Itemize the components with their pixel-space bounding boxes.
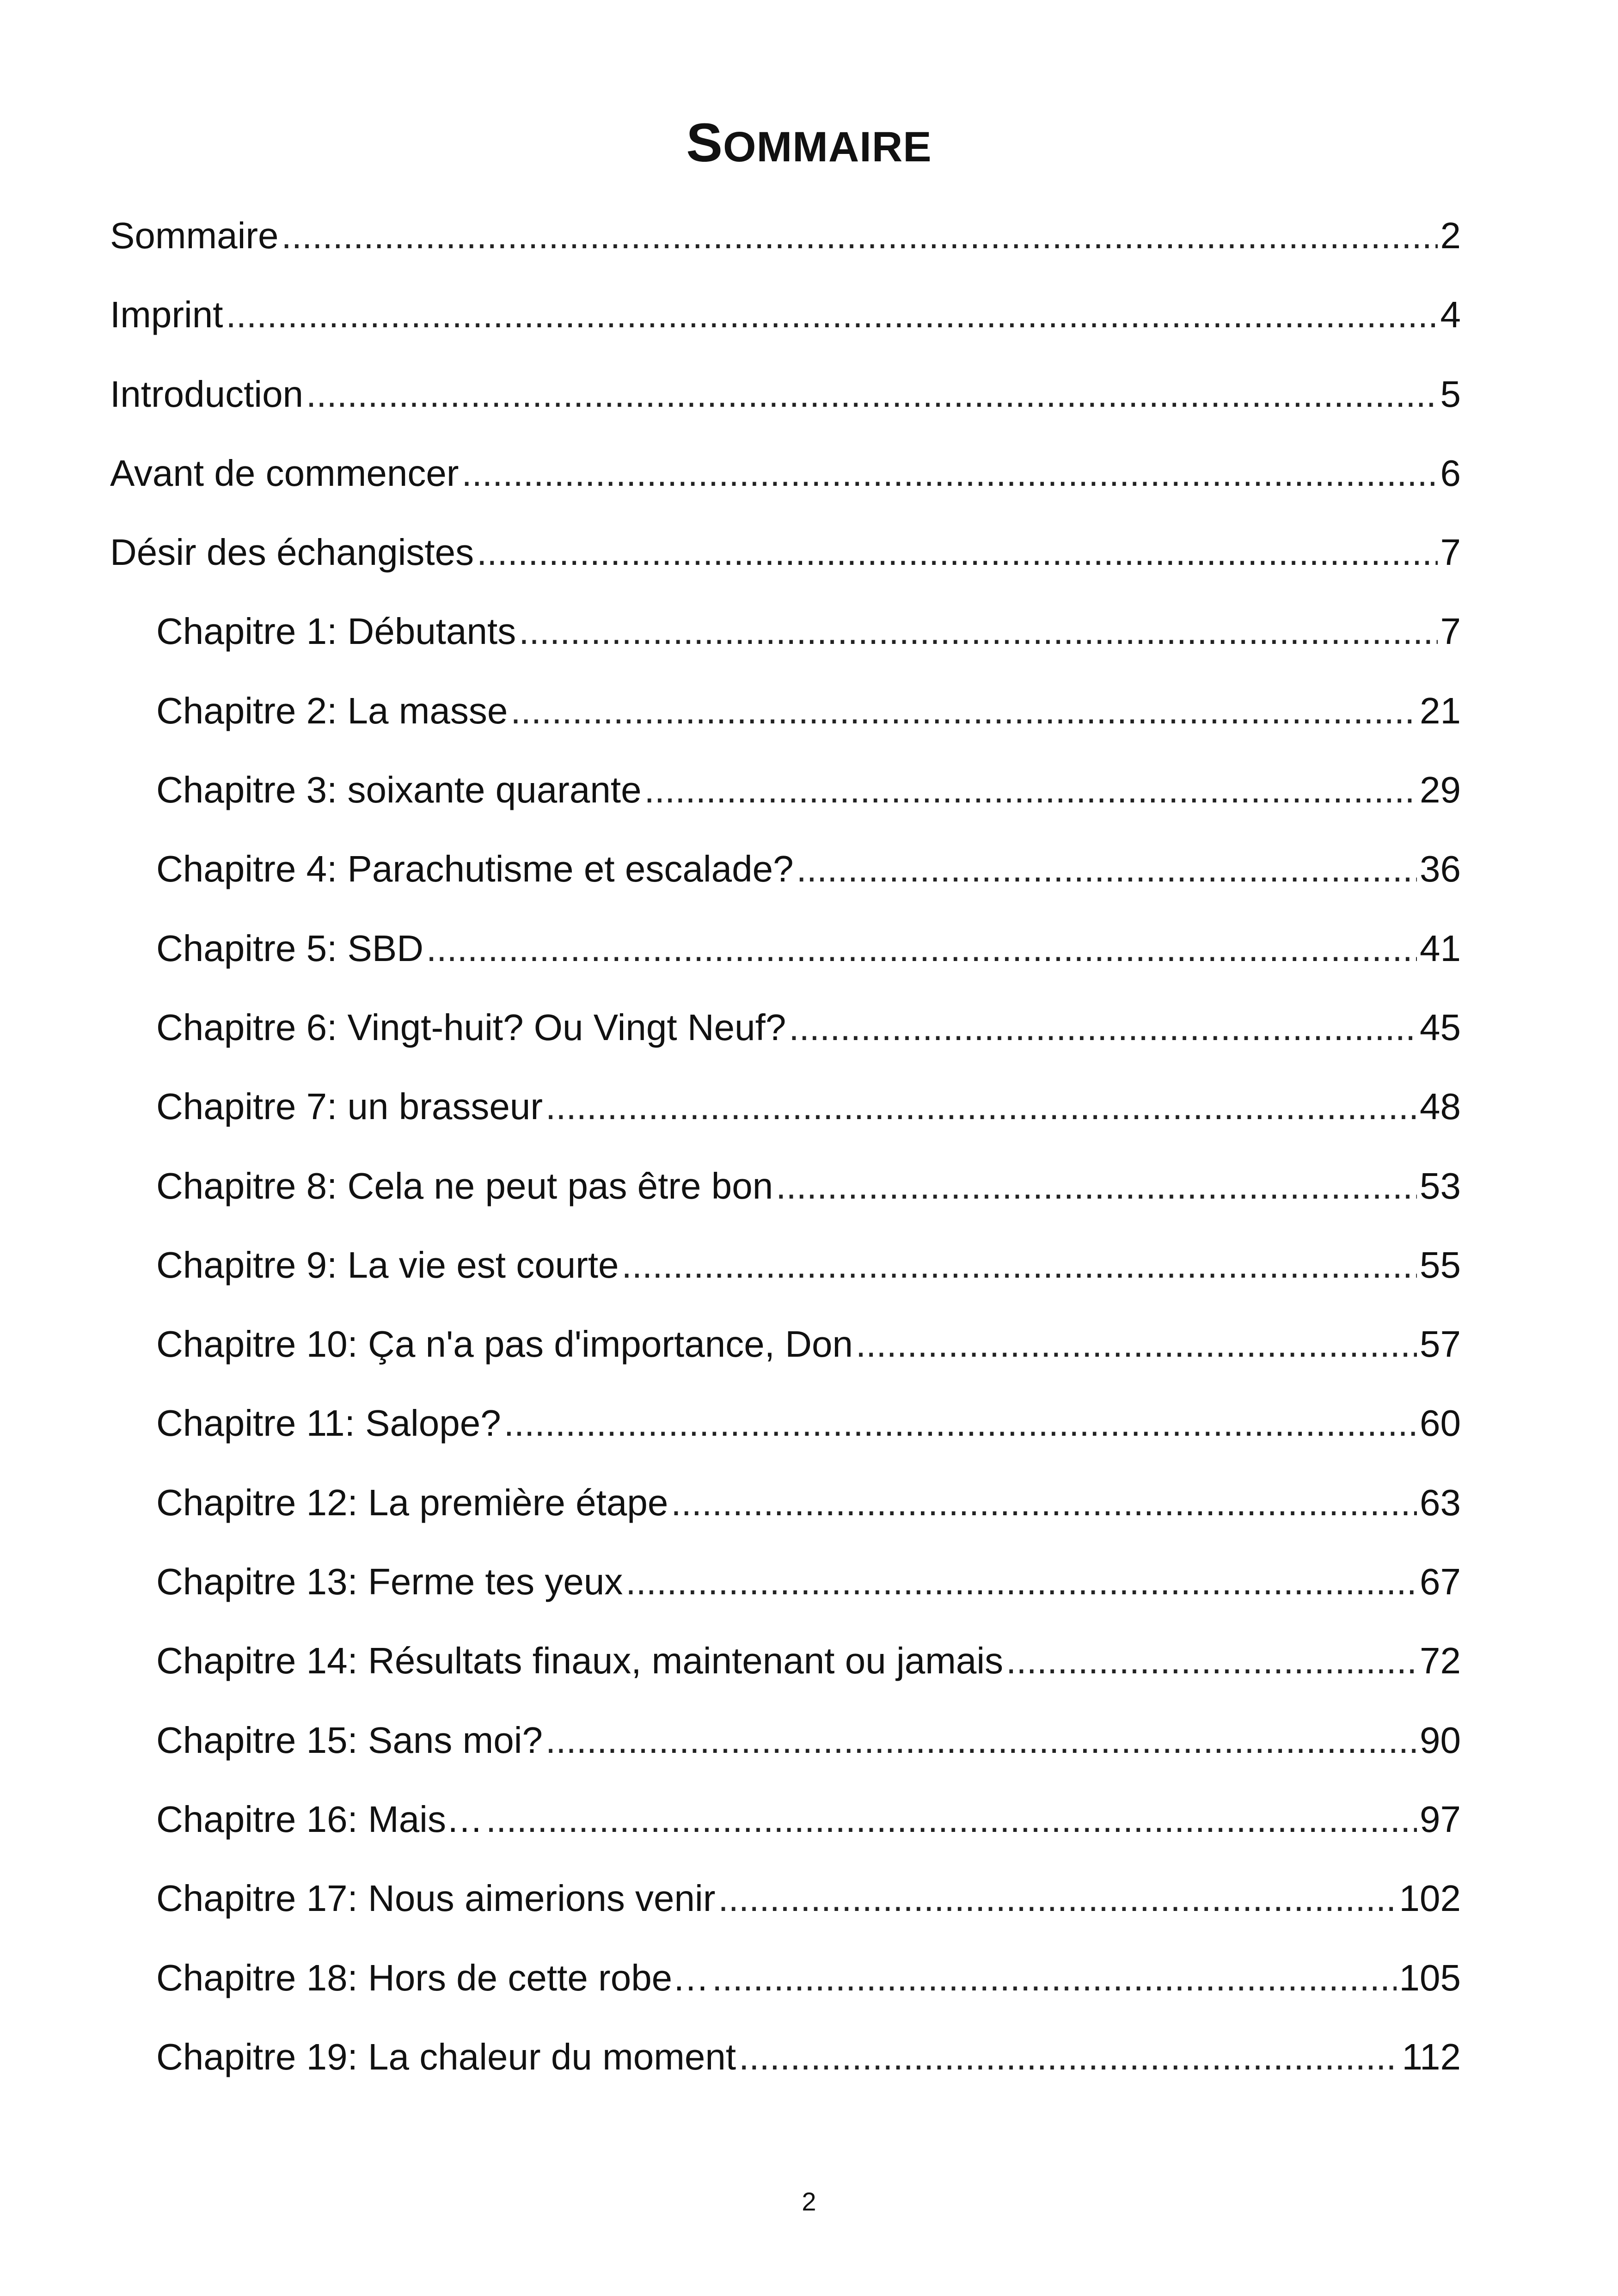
toc-entry-page: 21 xyxy=(1420,690,1461,731)
toc-entry-page: 36 xyxy=(1420,848,1461,890)
toc-entry-page: 97 xyxy=(1420,1798,1461,1840)
toc-entry-label: Désir des échangistes xyxy=(110,532,474,573)
toc-entry-label: Chapitre 1: Débutants xyxy=(156,611,516,652)
toc-entry-label: Chapitre 12: La première étape xyxy=(156,1482,668,1523)
toc-dot-leader xyxy=(625,1563,1417,1600)
toc-dot-leader xyxy=(789,1009,1417,1046)
toc-entry-label: Chapitre 13: Ferme tes yeux xyxy=(156,1561,623,1603)
toc-entry-label: Chapitre 18: Hors de cette robe… xyxy=(156,1957,710,1998)
toc-entry[interactable] xyxy=(110,217,1461,296)
toc-entry-label: Chapitre 19: La chaleur du moment xyxy=(156,2036,736,2077)
toc-entry[interactable] xyxy=(110,1880,1461,1959)
toc-entry-label: Chapitre 17: Nous aimerions venir xyxy=(156,1878,716,1919)
toc-dot-leader xyxy=(519,613,1437,650)
toc-entry[interactable] xyxy=(110,1959,1461,2039)
toc-entry[interactable] xyxy=(110,1798,1461,1880)
page-title-initial: S xyxy=(686,112,723,173)
toc-entry-label: Chapitre 4: Parachutisme et escalade? xyxy=(156,848,794,890)
toc-entry-page: 4 xyxy=(1440,294,1461,336)
toc-dot-leader xyxy=(306,376,1437,413)
toc-entry[interactable] xyxy=(110,927,1461,1009)
toc-entry-page: 53 xyxy=(1420,1165,1461,1206)
toc-entry-page: 48 xyxy=(1420,1086,1461,1127)
toc-entry-page: 7 xyxy=(1440,611,1461,652)
toc-entry-label: Avant de commencer xyxy=(110,452,459,494)
toc-entry-label: Chapitre 2: La masse xyxy=(156,690,508,731)
toc-entry[interactable] xyxy=(110,613,1461,692)
toc-entry-page: 45 xyxy=(1420,1006,1461,1048)
toc-dot-leader xyxy=(712,1959,1396,1996)
toc-entry-label: Imprint xyxy=(110,294,223,336)
toc-dot-leader xyxy=(644,771,1417,808)
toc-entry-label: Introduction xyxy=(110,373,304,415)
toc-dot-leader xyxy=(545,1722,1417,1759)
toc-entry[interactable] xyxy=(110,1244,1461,1326)
page-title-rest: OMMAIRE xyxy=(723,123,932,171)
toc-entry[interactable] xyxy=(110,1719,1461,1801)
toc-entry-page: 112 xyxy=(1402,2036,1461,2077)
toc-entry[interactable] xyxy=(110,296,1461,375)
toc-entry[interactable] xyxy=(110,1323,1461,1405)
toc-dot-leader xyxy=(426,930,1417,967)
toc-entry-page: 90 xyxy=(1420,1719,1461,1761)
toc-dot-leader xyxy=(477,534,1437,571)
toc-entry-page: 2 xyxy=(1440,215,1461,256)
toc-entry[interactable] xyxy=(110,1402,1461,1484)
toc-entry-label: Chapitre 5: SBD xyxy=(156,927,424,969)
toc-entry[interactable] xyxy=(110,1006,1461,1088)
toc-dot-leader xyxy=(510,692,1417,729)
toc-dot-leader xyxy=(226,296,1438,333)
toc-dot-leader xyxy=(461,455,1437,492)
toc-entry-label: Chapitre 6: Vingt-huit? Ou Vingt Neuf? xyxy=(156,1006,786,1048)
toc-entry-page: 57 xyxy=(1420,1323,1461,1365)
toc-entry-page: 55 xyxy=(1420,1244,1461,1286)
table-of-contents xyxy=(110,217,1461,2118)
toc-entry[interactable] xyxy=(110,771,1461,851)
page-title xyxy=(0,112,1618,173)
toc-entry[interactable] xyxy=(110,1088,1461,1167)
toc-entry-label: Chapitre 16: Mais… xyxy=(156,1798,483,1840)
toc-entry-label: Chapitre 11: Salope? xyxy=(156,1402,501,1444)
toc-entry[interactable] xyxy=(110,1484,1461,1563)
toc-dot-leader xyxy=(504,1405,1417,1442)
page-number: 2 xyxy=(802,2187,816,2216)
toc-dot-leader xyxy=(282,217,1438,254)
toc-entry[interactable] xyxy=(110,452,1461,534)
toc-entry-page: 72 xyxy=(1420,1640,1461,1682)
toc-entry-label: Chapitre 15: Sans moi? xyxy=(156,1719,543,1761)
toc-entry-page: 5 xyxy=(1440,373,1461,415)
toc-dot-leader xyxy=(622,1247,1417,1284)
toc-entry-page: 105 xyxy=(1399,1957,1461,1998)
toc-dot-leader xyxy=(671,1484,1417,1521)
toc-entry-page: 102 xyxy=(1399,1878,1461,1919)
toc-dot-leader xyxy=(486,1801,1417,1838)
toc-entry-page: 60 xyxy=(1420,1402,1461,1444)
toc-dot-leader xyxy=(856,1326,1417,1363)
toc-dot-leader xyxy=(739,2039,1399,2076)
toc-dot-leader xyxy=(545,1088,1417,1125)
toc-entry[interactable] xyxy=(110,1165,1461,1247)
toc-entry[interactable] xyxy=(110,1642,1461,1721)
toc-entry[interactable] xyxy=(110,1563,1461,1642)
toc-entry[interactable] xyxy=(110,692,1461,771)
toc-entry-label: Chapitre 8: Cela ne peut pas être bon xyxy=(156,1165,773,1206)
toc-entry-page: 67 xyxy=(1420,1561,1461,1603)
toc-entry-label: Chapitre 9: La vie est courte xyxy=(156,1244,619,1286)
toc-entry-label: Chapitre 10: Ça n'a pas d'importance, Don xyxy=(156,1323,853,1365)
toc-entry-page: 41 xyxy=(1420,927,1461,969)
toc-entry-label: Sommaire xyxy=(110,215,279,256)
toc-entry[interactable] xyxy=(110,534,1461,613)
toc-entry[interactable] xyxy=(110,848,1461,930)
toc-dot-leader xyxy=(797,851,1417,888)
toc-entry-page: 7 xyxy=(1440,532,1461,573)
toc-entry[interactable] xyxy=(110,2036,1461,2118)
toc-dot-leader xyxy=(718,1880,1396,1917)
toc-entry-page: 63 xyxy=(1420,1482,1461,1523)
toc-dot-leader xyxy=(1006,1642,1417,1679)
toc-entry-label: Chapitre 3: soixante quarante xyxy=(156,769,642,811)
toc-entry-label: Chapitre 7: un brasseur xyxy=(156,1086,543,1127)
toc-entry-page: 29 xyxy=(1420,769,1461,811)
toc-entry[interactable] xyxy=(110,373,1461,455)
toc-entry-label: Chapitre 14: Résultats finaux, maintenant ou jamais xyxy=(156,1640,1004,1682)
toc-entry-page: 6 xyxy=(1440,452,1461,494)
toc-dot-leader xyxy=(776,1168,1417,1205)
